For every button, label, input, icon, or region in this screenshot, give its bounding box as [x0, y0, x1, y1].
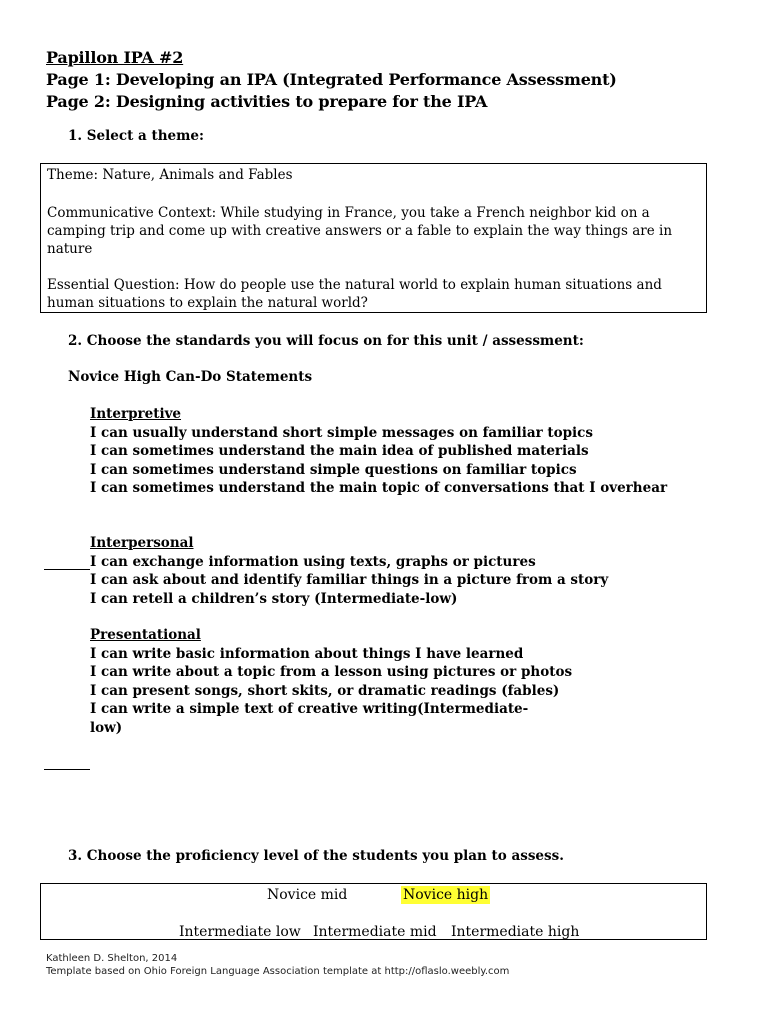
- interpretive-statement: I can sometimes understand the main idea of published materials: [90, 443, 589, 459]
- presentational-statement: I can write about a topic from a lesson using pictures or photos: [90, 664, 573, 680]
- level-intermediate-low[interactable]: Intermediate low: [179, 924, 301, 940]
- document-title: Papillon IPA #2: [46, 48, 184, 67]
- interpretive-statement: I can usually understand short simple messages on familiar topics: [90, 424, 594, 441]
- theme-box: [40, 163, 707, 313]
- can-do-subhead: Novice High Can-Do Statements: [68, 369, 313, 385]
- interpretive-heading: Interpretive: [90, 406, 182, 422]
- interpretive-statement: I can sometimes understand simple questions on familiar topics: [90, 461, 577, 478]
- blank-line: [44, 769, 90, 770]
- presentational-section: [90, 626, 572, 737]
- interpersonal-statement: I can retell a children’s story (Intermediate-low): [90, 590, 458, 607]
- communicative-context-text: Communicative Context: While studying in France, you take a French neighbor kid on a camping trip and come up with creative answers or a fable to explain the way things are in nature: [47, 205, 673, 257]
- page1-heading: Page 1: Developing an IPA (Integrated Performance Assessment): [46, 70, 617, 89]
- level-intermediate-high[interactable]: Intermediate high: [451, 924, 580, 940]
- essential-question-text: Essential Question: How do people use the natural world to explain human situations and human situations to explain the natural world?: [47, 277, 662, 311]
- theme-text: Theme: Nature, Animals and Fables: [47, 167, 293, 183]
- interpersonal-section: [90, 534, 608, 608]
- question-2-label: 2. Choose the standards you will focus on for this unit / assessment:: [68, 333, 584, 349]
- footer-author: Kathleen D. Shelton, 2014: [46, 953, 178, 964]
- interpersonal-heading: Interpersonal: [90, 535, 194, 551]
- question-1-label: 1. Select a theme:: [68, 128, 204, 144]
- page2-heading: Page 2: Designing activities to prepare for the IPA: [46, 92, 488, 111]
- presentational-statement: low): [90, 719, 123, 736]
- footer-template-credit: Template based on Ohio Foreign Language Association template at http://oflaslo.weebly.com: [46, 966, 510, 977]
- presentational-heading: Presentational: [90, 627, 201, 643]
- interpretive-section: [90, 405, 667, 498]
- interpersonal-statement: I can exchange information using texts, graphs or pictures: [90, 553, 536, 570]
- level-intermediate-mid[interactable]: Intermediate mid: [313, 924, 437, 940]
- level-novice-mid[interactable]: Novice mid: [267, 887, 348, 903]
- question-3-label: 3. Choose the proficiency level of the students you plan to assess.: [68, 848, 564, 864]
- interpersonal-statement: I can ask about and identify familiar things in a picture from a story: [90, 572, 609, 588]
- interpretive-statement: I can sometimes understand the main topic of conversations that I overhear: [90, 480, 668, 496]
- level-novice-high[interactable]: Novice high: [403, 887, 489, 903]
- footer: [46, 952, 509, 978]
- presentational-statement: I can present songs, short skits, or dramatic readings (fables): [90, 682, 560, 699]
- blank-line: [44, 569, 90, 570]
- proficiency-level-box: [40, 883, 707, 940]
- presentational-statement: I can write basic information about things I have learned: [90, 645, 524, 662]
- presentational-statement: I can write a simple text of creative writing(Intermediate-: [90, 701, 529, 717]
